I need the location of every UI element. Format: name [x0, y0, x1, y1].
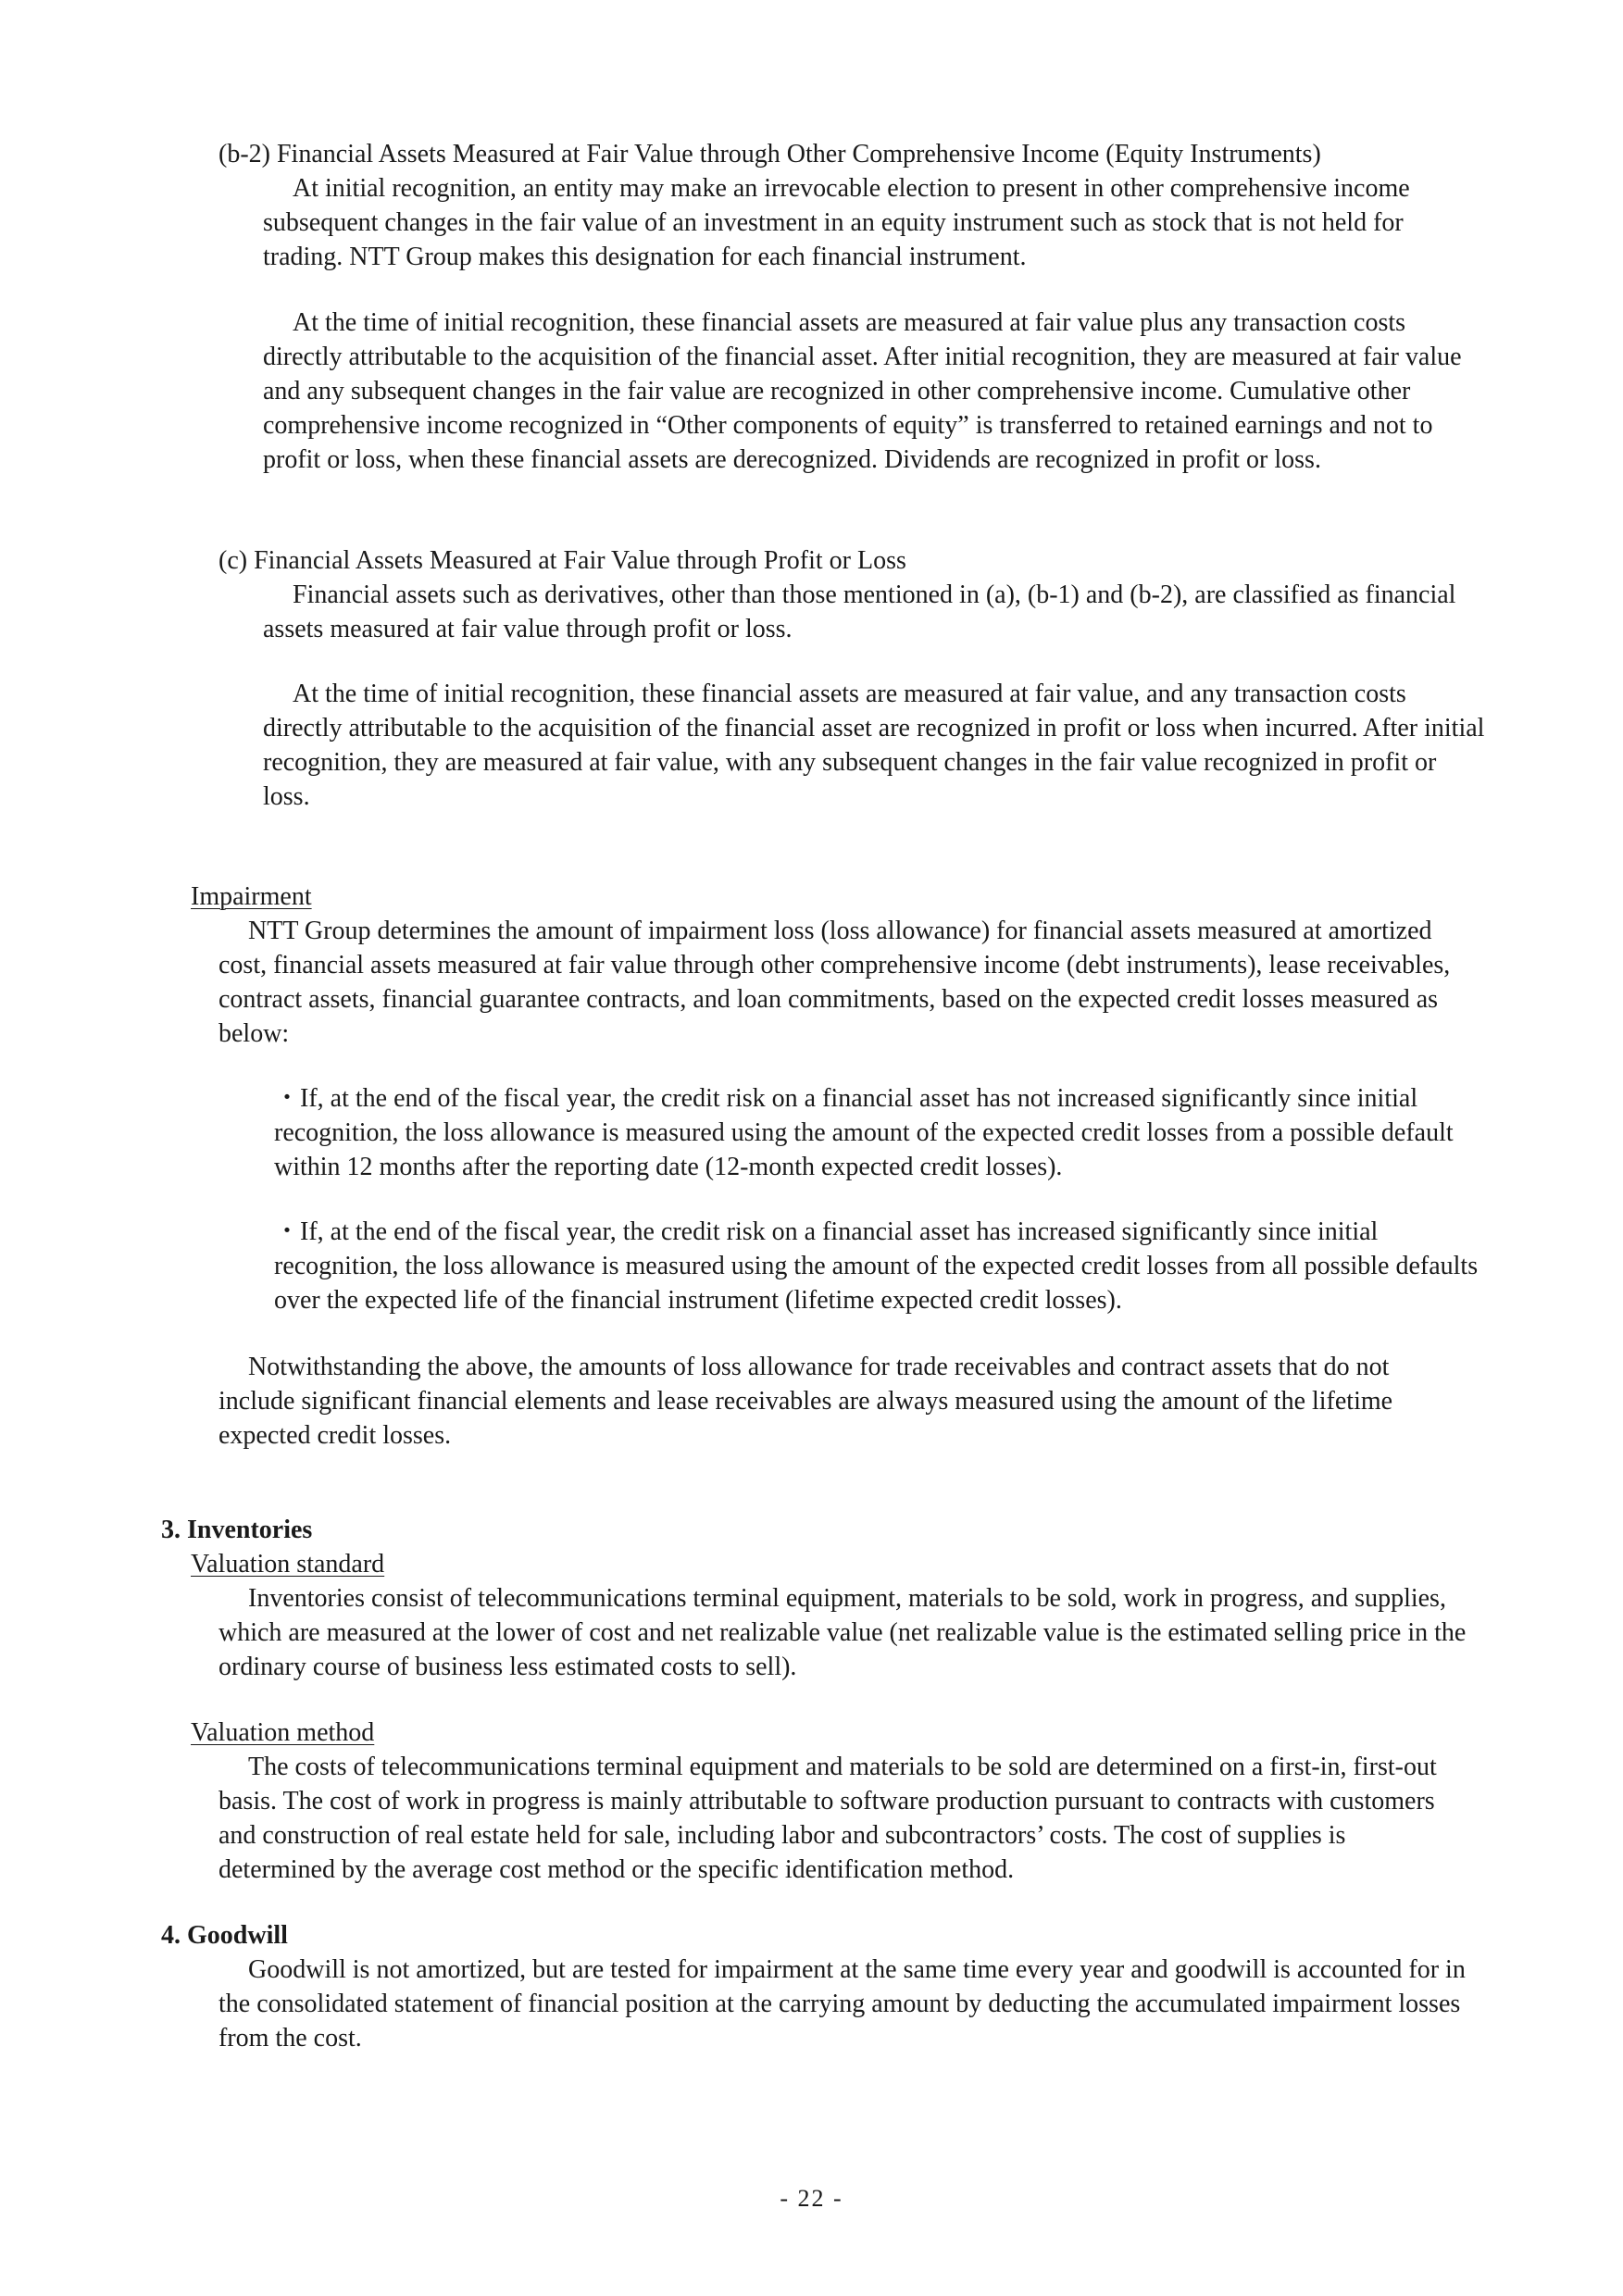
impairment-bullet-1: [274, 1081, 1487, 1184]
c-paragraph-2-text: At the time of initial recognition, these financial assets are measured at fair value, and any transaction costs directly attributable to the acquisition of the financial asset are recognized in profit or loss when incurred. After initial recognition, they are measured at fair value, with any subsequent changes in the fair value recognized in profit or loss.: [263, 680, 1485, 811]
c-paragraph-2: [263, 677, 1485, 814]
b2-paragraph-2: [263, 306, 1485, 477]
impairment-paragraph-2: [218, 1350, 1468, 1453]
goodwill-paragraph: [218, 1953, 1468, 2055]
inventories-heading: 3. Inventories: [161, 1516, 313, 1544]
valuation-standard-heading: Valuation standard: [191, 1550, 385, 1578]
b2-paragraph-1: [263, 171, 1485, 274]
inventories-paragraph-2: [218, 1750, 1468, 1887]
inventories-paragraph-1: [218, 1581, 1468, 1684]
impairment-paragraph-1: [218, 914, 1468, 1051]
impairment-bullet-1-text: ・If, at the end of the fiscal year, the credit risk on a financial asset has not increased significantly since initial recognition, the loss allowance is measured using the amount of the expected credit losses from a possible default within 12 months after the reporting date (12-month expected credit losses).: [274, 1084, 1454, 1181]
page-number: - 22 -: [780, 2185, 843, 2212]
impairment-paragraph-2-text: Notwithstanding the above, the amounts of loss allowance for trade receivables and contract assets that do not include significant financial elements and lease receivables are always measured using the amount of the lifetime expected credit losses.: [218, 1353, 1393, 1450]
goodwill-heading: 4. Goodwill: [161, 1921, 288, 1950]
valuation-method-heading: Valuation method: [191, 1718, 375, 1747]
c-heading: (c) Financial Assets Measured at Fair Value through Profit or Loss: [218, 546, 906, 575]
c-paragraph-1-text: Financial assets such as derivatives, other than those mentioned in (a), (b-1) and (b-2), are classified as financial assets measured at fair value through profit or loss.: [263, 580, 1456, 643]
goodwill-paragraph-text: Goodwill is not amortized, but are tested for impairment at the same time every year and goodwill is accounted for in the consolidated statement of financial position at the carrying amount by deducting the accumulated impairment losses from the cost.: [218, 1955, 1466, 2053]
impairment-paragraph-1-text: NTT Group determines the amount of impairment loss (loss allowance) for financial assets measured at amortized cost, financial assets measured at fair value through other comprehensive income (debt instruments), lease receivables, contract assets, financial guarantee contracts, and loan commitments, based on the expected credit losses measured as below:: [218, 917, 1451, 1048]
impairment-bullet-2-text: ・If, at the end of the fiscal year, the credit risk on a financial asset has increased significantly since initial recognition, the loss allowance is measured using the amount of the expected credit losses from all possible defaults over the expected life of the financial instrument (lifetime expected credit losses).: [274, 1217, 1479, 1315]
b2-paragraph-1-text: At initial recognition, an entity may make an irrevocable election to present in other comprehensive income subsequent changes in the fair value of an investment in an equity instrument such as stock that is not held for trading. NTT Group makes this designation for each financial instrument.: [263, 174, 1410, 271]
b2-heading: (b-2) Financial Assets Measured at Fair Value through Other Comprehensive Income (Equity Instruments): [218, 140, 1321, 168]
b2-paragraph-2-text: At the time of initial recognition, these financial assets are measured at fair value plus any transaction costs directly attributable to the acquisition of the financial asset. After initial recognition, they are measured at fair value and any subsequent changes in the fair value are recognized in other comprehensive income. Cumulative other comprehensive income recognized in “Other components of equity” is transferred to retained earnings and not to profit or loss, when these financial assets are derecognized. Dividends are recognized in profit or loss.: [263, 308, 1462, 474]
inventories-paragraph-2-text: The costs of telecommunications terminal equipment and materials to be sold are determined on a first-in, first-out basis. The cost of work in progress is mainly attributable to software production pursuant to contracts with customers and construction of real estate held for sale, including labor and subcontractors’ costs. The cost of supplies is determined by the average cost method or the specific identification method.: [218, 1753, 1437, 1884]
inventories-paragraph-1-text: Inventories consist of telecommunications terminal equipment, materials to be sold, work in progress, and supplies, which are measured at the lower of cost and net realizable value (net realizable value is the estimated selling price in the ordinary course of business less estimated costs to sell).: [218, 1584, 1467, 1681]
c-paragraph-1: [263, 578, 1485, 646]
impairment-bullet-2: [274, 1215, 1487, 1317]
impairment-heading: Impairment: [191, 882, 312, 911]
